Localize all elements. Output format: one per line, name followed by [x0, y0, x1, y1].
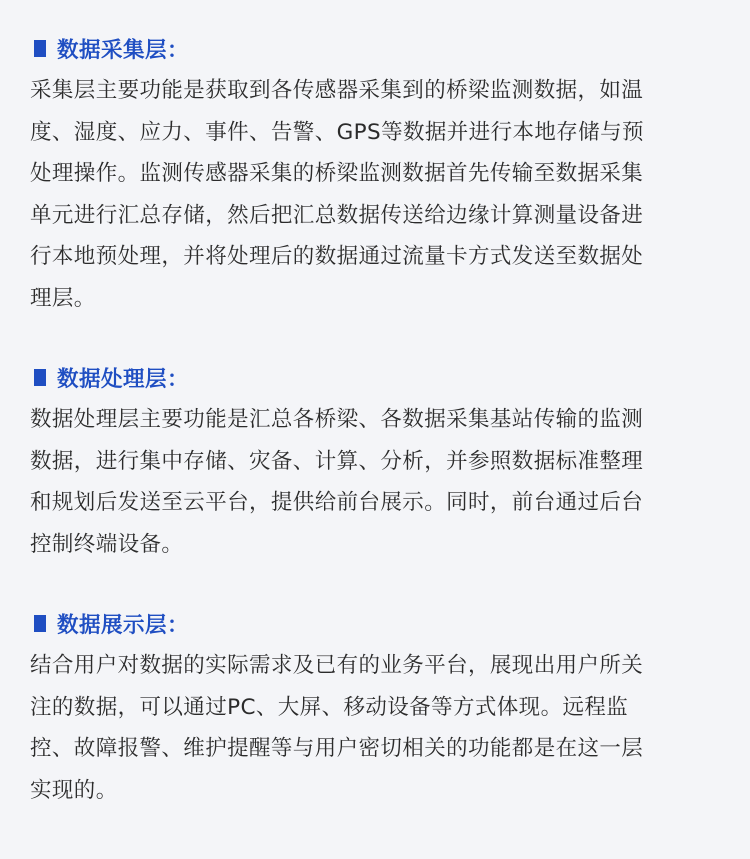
body-line: 数据，进行集中存储、灾备、计算、分析，并参照数据标准整理	[30, 448, 644, 474]
section-body	[30, 399, 720, 565]
body-line: 行本地预处理，并将处理后的数据通过流量卡方式发送至数据处	[30, 244, 644, 269]
body-line: 结合用户对数据的实际需求及已有的业务平台，展现出用户所关	[30, 653, 644, 678]
section-data-collection	[30, 28, 720, 319]
section-header	[30, 28, 720, 68]
body-line: 和规划后发送至云平台，提供给前台展示。同时，前台通过后台	[30, 490, 644, 515]
section-data-processing	[30, 357, 720, 565]
square-icon	[34, 615, 46, 632]
section-header	[30, 357, 720, 397]
section-title: 数据采集层：	[57, 37, 190, 63]
body-line: 单元进行汇总存储，然后把汇总数据传送给边缘计算测量设备进	[30, 202, 644, 228]
body-line: 注的数据，可以通过PC、大屏、移动设备等方式体现。远程监	[30, 694, 629, 720]
body-line: 实现的。	[30, 777, 118, 803]
section-data-display	[30, 603, 720, 811]
body-line: 度、湿度、应力、事件、告警、GPS等数据并进行本地存储与预	[30, 119, 644, 145]
square-icon	[34, 40, 46, 57]
body-line: 理层。	[30, 285, 96, 311]
section-header	[30, 603, 720, 643]
section-body	[30, 645, 720, 811]
body-line: 处理操作。监测传感器采集的桥梁监测数据首先传输至数据采集	[30, 161, 644, 186]
body-line: 采集层主要功能是获取到各传感器采集到的桥梁监测数据，如温	[30, 78, 644, 103]
body-line: 数据处理层主要功能是汇总各桥梁、各数据采集基站传输的监测	[30, 407, 644, 432]
section-title: 数据处理层：	[57, 366, 190, 392]
body-line: 控、故障报警、维护提醒等与用户密切相关的功能都是在这一层	[30, 736, 644, 761]
body-line: 控制终端设备。	[30, 531, 184, 557]
section-title: 数据展示层：	[57, 612, 190, 638]
square-icon	[34, 369, 46, 386]
section-body	[30, 70, 720, 319]
